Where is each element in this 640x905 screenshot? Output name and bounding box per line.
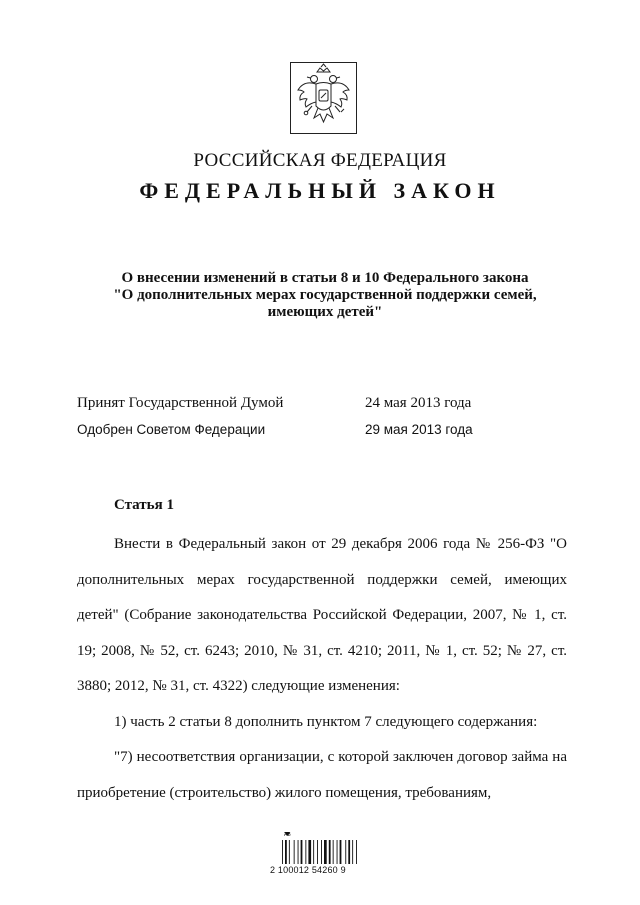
law-title-line-1: О внесении изменений в статьи 8 и 10 Федерального закона [121, 270, 529, 286]
svg-text:AB: AB [284, 832, 291, 838]
document-type-heading: ФЕДЕРАЛЬНЫЙ ЗАКОН [139, 178, 501, 203]
article-body [77, 527, 567, 811]
article-paragraph: Внести в Федеральный закон от 29 декабря 2006 года № 256-ФЗ "О дополнительных мерах государственной поддержки семей, имеющих детей" (Собрание законодательства Российской Федерации, 2007, № 1, ст. 19; 2008, № 52, ст. 6243; 2010, № 31, ст. 4210; 2011, № 1, ст. 52; № 27, ст. 3880; 2012, № 31, ст. 4322) следующие изменения: [77, 536, 567, 694]
council-label: Одобрен Советом Федерации [77, 422, 266, 437]
article-paragraph: 1) часть 2 статьи 8 дополнить пунктом 7 следующего содержания: [114, 713, 538, 730]
barcode-number: 2 100012 54260 9 [270, 865, 346, 875]
law-title-line-3: имеющих детей" [267, 304, 383, 320]
article-heading: Статья 1 [114, 497, 174, 513]
barcode-icon [272, 830, 372, 890]
country-heading: РОССИЙСКАЯ ФЕДЕРАЦИЯ [193, 150, 447, 171]
coat-of-arms-icon [290, 62, 357, 134]
council-date: 29 мая 2013 года [365, 422, 473, 437]
duma-date: 24 мая 2013 года [365, 395, 472, 411]
law-title [60, 270, 590, 321]
article-paragraph: "7) несоответствия организации, с которой заключен договор займа на приобретение (строительство) жилого помещения, требованиям, [77, 749, 567, 801]
law-title-line-2: "О дополнительных мерах государственной поддержки семей, [113, 287, 537, 303]
duma-label: Принят Государственной Думой [77, 395, 284, 411]
